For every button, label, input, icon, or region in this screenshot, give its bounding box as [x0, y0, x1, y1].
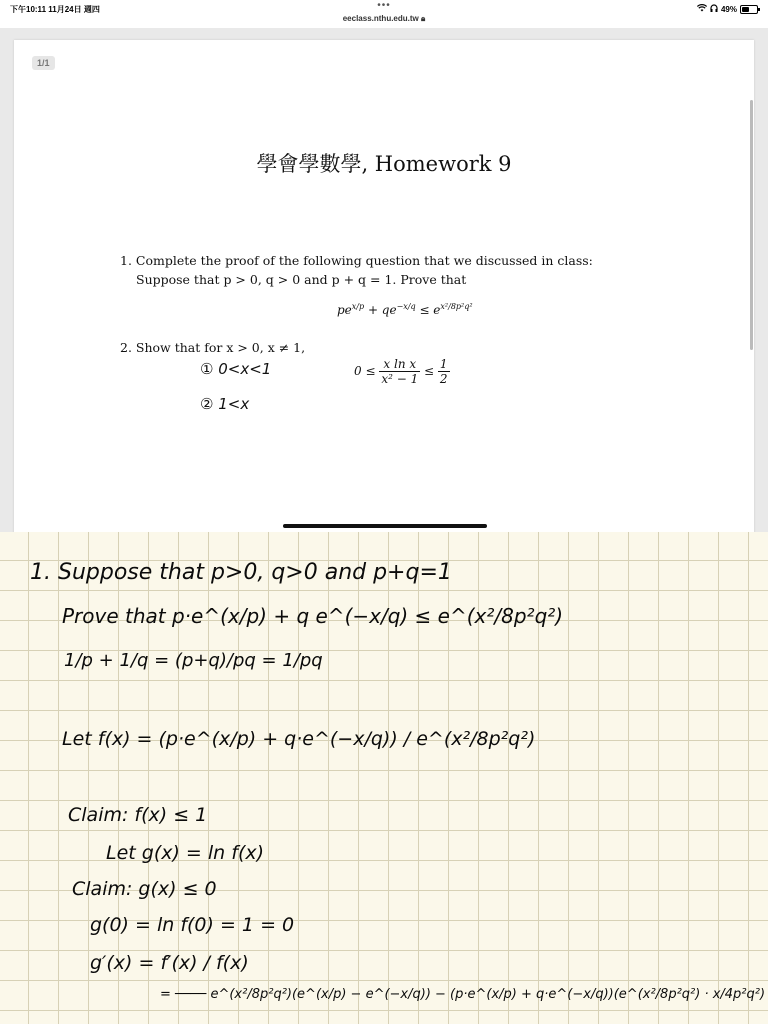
wifi-icon	[697, 4, 707, 14]
pdf-viewer[interactable]	[0, 28, 768, 532]
split-view-divider-handle[interactable]	[283, 524, 487, 528]
document-title: 學會學數學, Homework 9	[256, 152, 512, 176]
note-line-2: Prove that p·e^(x/p) + q e^(−x/q) ≤ e^(x²/8p²q²)	[62, 604, 564, 628]
note-line-10: = ──── e^(x²/8p²q²)(e^(x/p) − e^(−x/q)) − (p·e^(x/p) + q·e^(−x/q))(e^(x²/8p²q²) · x/4p²q²)	[160, 987, 766, 1002]
note-line-6: Let g(x) = ln f(x)	[106, 842, 265, 864]
lock-icon: 🔒︎	[421, 14, 426, 23]
question-1-line-2: Suppose that p > 0, q > 0 and p + q = 1. Prove that	[136, 272, 467, 287]
notes-canvas[interactable]	[0, 532, 768, 1024]
question-1-equation: $pe^{x/p} + qe^{-x/q} \le e^{x^2/8p^2q^2}$	[337, 302, 473, 317]
note-line-3: 1/p + 1/q = (p+q)/pq = 1/pq	[64, 650, 323, 671]
note-line-1: 1. Suppose that p>0, q>0 and p+q=1	[30, 560, 452, 585]
pdf-page[interactable]	[14, 40, 754, 536]
status-icons	[697, 4, 758, 14]
handwritten-case-2: ② 1<x	[200, 395, 250, 413]
scrollbar[interactable]	[750, 100, 753, 350]
question-2-line: 2. Show that for x > 0, x ≠ 1,	[120, 340, 306, 355]
battery-icon	[740, 5, 758, 14]
note-line-7: Claim: g(x) ≤ 0	[72, 878, 217, 900]
note-line-5: Claim: f(x) ≤ 1	[68, 804, 208, 826]
status-time: 下午10:11 11月24日 週四	[10, 5, 100, 14]
page-indicator: 1/1	[32, 56, 55, 70]
status-bar	[0, 0, 768, 28]
handwritten-case-1: ① 0<x<1	[200, 360, 272, 378]
question-2-equation: 0 ≤ $\frac{\text{x ln x}}{\text{x² − 1}}$ ≤ $\frac{1}{2}$	[354, 357, 448, 386]
question-1-line-1: 1. Complete the proof of the following question that we discussed in class:	[120, 253, 593, 268]
multitasking-dots-icon[interactable]: •••	[377, 0, 391, 11]
note-line-9: g′(x) = f′(x) / f(x)	[90, 952, 249, 974]
battery-percent: 49%	[720, 4, 737, 14]
note-line-8: g(0) = ln f(0) = 1 = 0	[90, 914, 295, 936]
headphones-icon	[710, 4, 718, 14]
note-line-4: Let f(x) = (p·e^(x/p) + q·e^(−x/q)) / e^(x²/8p²q²)	[62, 728, 536, 750]
url-label[interactable]: eeclass.nthu.edu.tw 🔒︎	[342, 14, 426, 23]
